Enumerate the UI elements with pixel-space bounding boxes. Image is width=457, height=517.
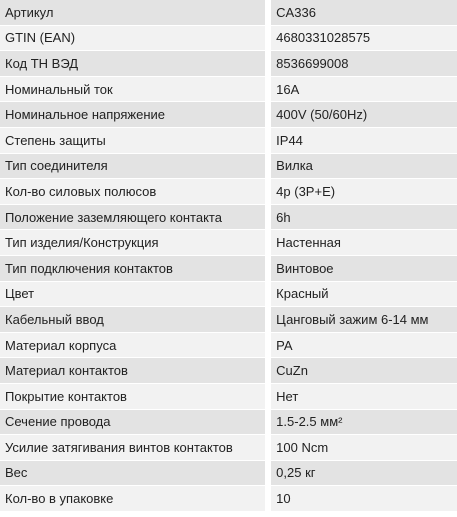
spec-name: Тип изделия/Конструкция xyxy=(0,230,268,256)
spec-name: Вес xyxy=(0,460,268,486)
spec-value: 4680331028575 xyxy=(268,25,457,51)
spec-value: 100 Ncm xyxy=(268,435,457,461)
table-row xyxy=(0,255,457,281)
spec-name: Кабельный ввод xyxy=(0,307,268,333)
spec-value: 400V (50/60Hz) xyxy=(268,102,457,128)
table-row xyxy=(0,358,457,384)
table-row xyxy=(0,281,457,307)
spec-value: 1.5-2.5 мм² xyxy=(268,409,457,435)
spec-value: 10 xyxy=(268,486,457,512)
spec-name: Степень защиты xyxy=(0,127,268,153)
spec-name: Тип подключения контактов xyxy=(0,255,268,281)
spec-value: CuZn xyxy=(268,358,457,384)
spec-value: 6h xyxy=(268,204,457,230)
spec-value: 0,25 кг xyxy=(268,460,457,486)
spec-name: Номинальное напряжение xyxy=(0,102,268,128)
spec-name: Цвет xyxy=(0,281,268,307)
table-row xyxy=(0,153,457,179)
table-row xyxy=(0,179,457,205)
spec-name: Код ТН ВЭД xyxy=(0,51,268,77)
spec-name: Покрытие контактов xyxy=(0,383,268,409)
table-row xyxy=(0,25,457,51)
spec-value: PA xyxy=(268,332,457,358)
table-row xyxy=(0,307,457,333)
table-row xyxy=(0,486,457,512)
spec-name: Кол-во силовых полюсов xyxy=(0,179,268,205)
spec-value: IP44 xyxy=(268,127,457,153)
spec-value: 4p (3P+E) xyxy=(268,179,457,205)
spec-value: CA336 xyxy=(268,0,457,25)
table-row xyxy=(0,204,457,230)
spec-name: Материал контактов xyxy=(0,358,268,384)
spec-value: Красный xyxy=(268,281,457,307)
spec-value: 8536699008 xyxy=(268,51,457,77)
table-row xyxy=(0,230,457,256)
table-row xyxy=(0,435,457,461)
spec-value: Цанговый зажим 6-14 мм xyxy=(268,307,457,333)
spec-name: Материал корпуса xyxy=(0,332,268,358)
spec-value: Винтовое xyxy=(268,255,457,281)
table-row xyxy=(0,51,457,77)
spec-name: Кол-во в упаковке xyxy=(0,486,268,512)
spec-name: Сечение провода xyxy=(0,409,268,435)
table-row xyxy=(0,76,457,102)
spec-name: Усилие затягивания винтов контактов xyxy=(0,435,268,461)
spec-name: Номинальный ток xyxy=(0,76,268,102)
spec-value: Настенная xyxy=(268,230,457,256)
table-row xyxy=(0,127,457,153)
spec-name: GTIN (EAN) xyxy=(0,25,268,51)
spec-name: Положение заземляющего контакта xyxy=(0,204,268,230)
table-row xyxy=(0,460,457,486)
table-row xyxy=(0,383,457,409)
spec-name: Артикул xyxy=(0,0,268,25)
table-row xyxy=(0,102,457,128)
spec-value: Вилка xyxy=(268,153,457,179)
spec-value: Нет xyxy=(268,383,457,409)
table-row xyxy=(0,332,457,358)
spec-name: Тип соединителя xyxy=(0,153,268,179)
table-row xyxy=(0,409,457,435)
table-row xyxy=(0,0,457,25)
spec-value: 16A xyxy=(268,76,457,102)
